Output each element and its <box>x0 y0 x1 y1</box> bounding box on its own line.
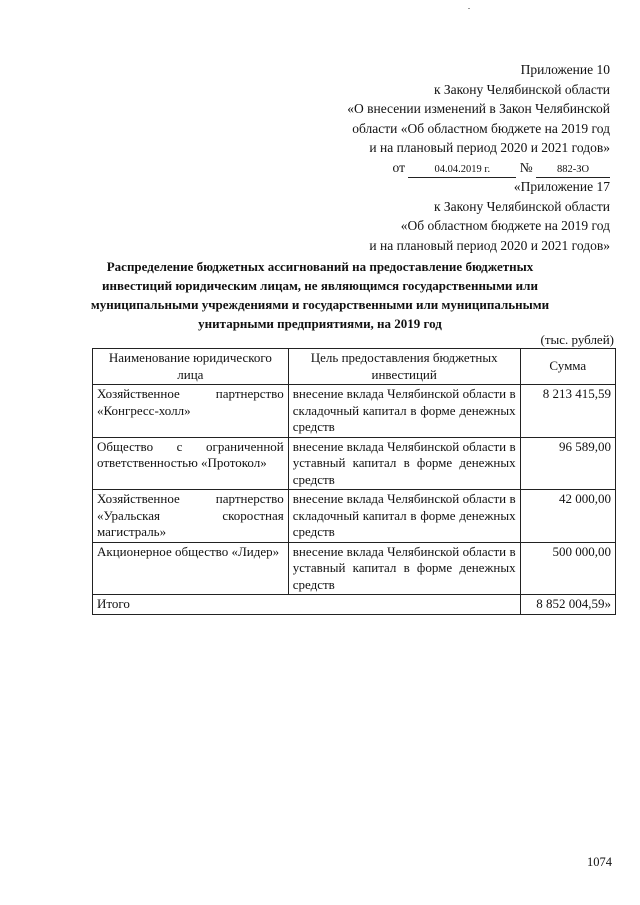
total-label: Итого <box>93 595 521 615</box>
scan-artifact <box>468 8 470 9</box>
table-row <box>93 437 616 490</box>
total-amount: 8 852 004,59» <box>520 595 615 615</box>
table-row <box>93 385 616 438</box>
law-number: 882-ЗО <box>536 163 610 178</box>
investment-purpose: внесение вклада Челябинской области в складочный капитал в форме денежных средств <box>288 490 520 543</box>
entity-name: Общество с ограниченной ответственностью «Протокол» <box>93 437 289 490</box>
table-row <box>93 542 616 595</box>
from-label: от <box>392 159 405 175</box>
header-line: «Приложение 17 <box>513 179 610 194</box>
entity-name: Хозяйственное партнерство «Уральская скоростная магистраль» <box>93 490 289 543</box>
header-line: Приложение 10 <box>520 62 610 77</box>
law-date-number-line <box>347 158 610 178</box>
header-line: и на плановый период 2020 и 2021 годов» <box>369 237 610 253</box>
law-date: 04.04.2019 г. <box>408 163 516 178</box>
document-title: Распределение бюджетных ассигнований на предоставление бюджетных инвестиций юридическим лицам, не являющимся государственными или муниципальными учреждениями и государственными или муниципальными унитарными предприятиями, на 2019 год <box>90 259 550 331</box>
investment-amount: 8 213 415,59 <box>520 385 615 438</box>
header-line: и на плановый период 2020 и 2021 годов» <box>369 140 610 155</box>
header-line: «О внесении изменений в Закон Челябинской <box>347 101 610 116</box>
header-line: к Закону Челябинской области <box>433 198 610 214</box>
units-label: (тыс. рублей) <box>540 332 614 347</box>
entity-name: Акционерное общество «Лидер» <box>93 542 289 595</box>
investment-amount: 96 589,00 <box>520 437 615 490</box>
column-header-amount: Сумма <box>520 349 615 385</box>
number-label: № <box>519 159 533 175</box>
investment-amount: 500 000,00 <box>520 542 615 595</box>
page-number: 1074 <box>587 855 612 869</box>
total-row <box>93 595 616 615</box>
table-header-row <box>93 349 616 385</box>
investment-purpose: внесение вклада Челябинской области в уставный капитал в форме денежных средств <box>288 542 520 595</box>
appendix-17-header <box>369 177 610 255</box>
appendix-header <box>347 60 610 178</box>
entity-name: Хозяйственное партнерство «Конгресс-холл» <box>93 385 289 438</box>
investment-purpose: внесение вклада Челябинской области в складочный капитал в форме денежных средств <box>288 385 520 438</box>
investment-purpose: внесение вклада Челябинской области в уставный капитал в форме денежных средств <box>288 437 520 490</box>
investment-table <box>92 348 616 615</box>
header-line: к Закону Челябинской области <box>433 81 610 97</box>
header-line: области «Об областном бюджете на 2019 год <box>352 120 610 136</box>
investment-amount: 42 000,00 <box>520 490 615 543</box>
column-header-purpose: Цель предоставления бюджетных инвестиций <box>288 349 520 385</box>
header-line: «Об областном бюджете на 2019 год <box>400 218 610 233</box>
column-header-name: Наименование юридического лица <box>93 349 289 385</box>
table-row <box>93 490 616 543</box>
